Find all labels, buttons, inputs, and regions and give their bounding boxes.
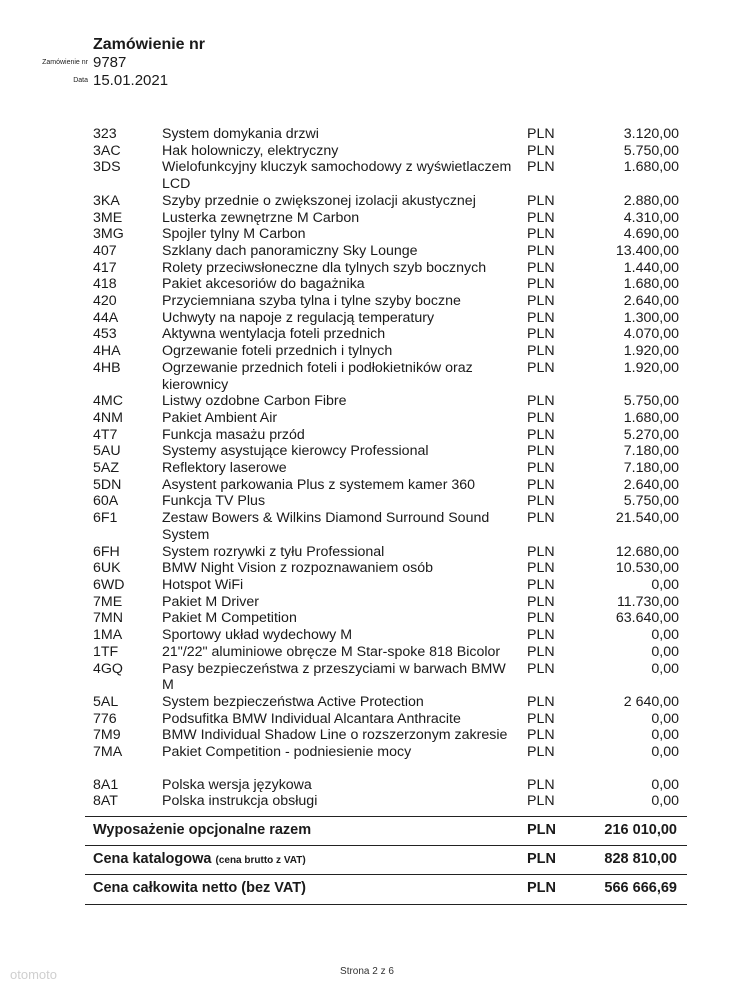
option-price: 5.270,00 [623,426,679,443]
option-code: 5AU [93,443,121,460]
option-currency: PLN [527,643,555,660]
option-description: Hak holowniczy, elektryczny [162,142,339,159]
page-number: Strona 2 z 6 [340,966,394,977]
option-price: 1.300,00 [623,309,679,326]
option-price: 0,00 [651,793,679,810]
option-price: 63.640,00 [615,610,679,627]
option-currency: PLN [527,727,555,744]
option-code: 420 [93,293,117,310]
order-date-label: Data [73,77,88,84]
option-row-4gq [0,661,734,694]
option-row-60a [0,493,734,510]
option-code: 418 [93,276,117,293]
option-row-6f1 [0,510,734,543]
option-description: Polska wersja językowa [162,776,312,793]
option-price: 2.880,00 [623,192,679,209]
option-description: Hotspot WiFi [162,576,244,593]
option-description: System domykania drzwi [162,126,319,142]
option-row-5au [0,443,734,460]
order-date-value: 15.01.2021 [93,72,169,89]
option-description: Ogrzewanie foteli przednich i tylnych [162,343,393,360]
option-description: Wielofunkcyjny kluczyk samochodowy z wyświetlaczem LCD [162,159,512,193]
options-total-value: 216 010,00 [604,822,677,838]
option-price: 1.680,00 [623,409,679,426]
option-currency: PLN [527,493,555,510]
option-code: 4T7 [93,426,118,443]
option-description: Systemy asystujące kierowcy Professional [162,443,429,460]
option-description: Pakiet Competition - podniesienie mocy [162,744,412,761]
option-currency: PLN [527,126,555,142]
option-code: 8AT [93,793,118,810]
option-currency: PLN [527,259,555,276]
option-currency: PLN [527,543,555,560]
catalog-price-label: Cena katalogowa [93,851,212,867]
option-price: 2 640,00 [623,693,679,710]
option-description: Przyciemniana szyba tylna i tylne szyby boczne [162,293,461,310]
option-currency: PLN [527,793,555,810]
catalog-price-row [85,845,687,875]
option-price: 0,00 [651,576,679,593]
option-description: Funkcja masażu przód [162,426,305,443]
option-price: 1.920,00 [623,343,679,360]
option-row-420 [0,293,734,310]
option-row-6uk [0,560,734,577]
option-currency: PLN [527,276,555,293]
option-row-1tf [0,644,734,661]
options-total-row [85,816,687,846]
option-row-4ha [0,343,734,360]
option-currency: PLN [527,443,555,460]
catalog-price-currency: PLN [527,851,556,867]
option-row-3me [0,210,734,227]
options-total-label: Wyposażenie opcjonalne razem [93,822,312,838]
option-price: 2.640,00 [623,293,679,310]
option-code: 4HA [93,343,121,360]
option-currency: PLN [527,242,555,259]
option-row-5dn [0,477,734,494]
option-price: 10.530,00 [615,560,679,577]
option-row-8a1 [0,777,734,794]
option-row-4t7 [0,427,734,444]
option-price: 4.310,00 [623,209,679,226]
option-price: 1.440,00 [623,259,679,276]
option-currency: PLN [527,660,555,677]
order-title: Zamówienie nr [93,36,206,53]
option-currency: PLN [527,744,555,761]
option-description: Szklany dach panoramiczny Sky Lounge [162,242,418,259]
option-row-1ma [0,627,734,644]
option-row-6fh [0,544,734,561]
option-price: 4.690,00 [623,226,679,243]
option-price: 3.120,00 [623,126,679,142]
option-price: 1.920,00 [623,359,679,376]
option-code: 323 [93,126,117,142]
option-code: 3AC [93,142,121,159]
catalog-price-note: (cena brutto z VAT) [215,855,306,866]
option-description: BMW Night Vision z rozpoznawaniem osób [162,560,433,577]
option-currency: PLN [527,209,555,226]
option-description: Asystent parkowania Plus z systemem kamer 360 [162,476,476,493]
option-description: Pakiet Ambient Air [162,409,278,426]
option-price: 12.680,00 [615,543,679,560]
option-code: 7MA [93,744,123,761]
option-code: 453 [93,326,117,343]
option-code: 6WD [93,576,125,593]
option-code: 776 [93,710,117,727]
option-description: Rolety przeciwsłoneczne dla tylnych szyb bocznych [162,259,487,276]
option-code: 3MG [93,226,124,243]
option-row-5al [0,694,734,711]
option-price: 1.680,00 [623,159,679,176]
option-currency: PLN [527,142,555,159]
option-currency: PLN [527,409,555,426]
option-description: System bezpieczeństwa Active Protection [162,693,424,710]
group-spacer [0,761,734,777]
option-currency: PLN [527,326,555,343]
option-currency: PLN [527,560,555,577]
option-currency: PLN [527,359,555,376]
option-price: 7.180,00 [623,443,679,460]
option-description: Pakiet M Competition [162,610,297,627]
option-code: 5DN [93,476,122,493]
option-code: 417 [93,259,117,276]
option-currency: PLN [527,393,555,410]
option-row-3mg [0,226,734,243]
option-row-44a [0,310,734,327]
option-description: Uchwyty na napoje z regulacją temperatury [162,309,435,326]
option-code: 4HB [93,359,121,376]
option-row-418 [0,276,734,293]
option-description: 21"/22" aluminiowe obręcze M Star-spoke 818 Bicolor [162,643,501,660]
option-code: 5AL [93,693,119,710]
option-price: 2.640,00 [623,476,679,493]
option-description: Zestaw Bowers & Wilkins Diamond Surround Sound System [162,510,490,543]
option-price: 0,00 [651,727,679,744]
catalog-price-label-group [93,851,306,867]
option-description: Sportowy układ wydechowy M [162,627,353,644]
option-currency: PLN [527,309,555,326]
option-currency: PLN [527,693,555,710]
option-price: 7.180,00 [623,460,679,477]
option-currency: PLN [527,426,555,443]
option-currency: PLN [527,710,555,727]
option-code: 4GQ [93,660,123,677]
option-row-3ka [0,193,734,210]
option-price: 0,00 [651,710,679,727]
option-code: 7M9 [93,727,121,744]
option-price: 5.750,00 [623,142,679,159]
option-code: 44A [93,309,119,326]
option-code: 60A [93,493,119,510]
option-currency: PLN [527,593,555,610]
option-row-3ac [0,143,734,160]
option-description: Polska instrukcja obsługi [162,793,318,810]
option-row-417 [0,260,734,277]
option-row-8at [0,793,734,810]
option-code: 1MA [93,627,123,644]
net-price-label: Cena całkowita netto (bez VAT) [93,880,306,896]
option-currency: PLN [527,627,555,644]
order-number-value: 9787 [93,54,127,71]
option-currency: PLN [527,343,555,360]
option-description: Aktywna wentylacja foteli przednich [162,326,386,343]
option-currency: PLN [527,159,555,176]
option-row-4hb [0,360,734,393]
option-code: 4NM [93,409,123,426]
option-row-5az [0,460,734,477]
option-price: 21.540,00 [615,510,679,527]
option-row-6wd [0,577,734,594]
option-row-7mn [0,610,734,627]
option-description: Listwy ozdobne Carbon Fibre [162,393,347,410]
order-date-row [0,72,734,89]
option-price: 0,00 [651,776,679,793]
option-description: Szyby przednie o zwiększonej izolacji akustycznej [162,192,476,209]
option-description: Podsufitka BMW Individual Alcantara Anthracite [162,710,461,727]
option-row-453 [0,326,734,343]
option-code: 6F1 [93,510,118,527]
option-row-7me [0,594,734,611]
option-code: 4MC [93,393,123,410]
options-total-currency: PLN [527,822,556,838]
option-code: 3ME [93,209,123,226]
option-code: 6UK [93,560,121,577]
option-description: Pasy bezpieczeństwa z przeszyciami w barwach BMW M [162,660,506,694]
order-number-label: Zamówienie nr [42,59,88,66]
option-row-407 [0,243,734,260]
option-currency: PLN [527,226,555,243]
option-currency: PLN [527,510,555,527]
option-price: 4.070,00 [623,326,679,343]
option-description: Ogrzewanie przednich foteli i podłokietników oraz kierownicy [162,359,473,393]
option-code: 7MN [93,610,123,627]
option-row-4mc [0,393,734,410]
divider-bottom [85,904,687,905]
option-price: 0,00 [651,744,679,761]
option-description: System rozrywki z tyłu Professional [162,543,385,560]
net-price-row [85,874,687,904]
option-currency: PLN [527,476,555,493]
option-price: 5.750,00 [623,493,679,510]
net-price-value: 566 666,69 [604,880,677,896]
option-description: Funkcja TV Plus [162,493,266,510]
option-currency: PLN [527,610,555,627]
option-row-776 [0,711,734,728]
option-row-7m9 [0,727,734,744]
option-description: BMW Individual Shadow Line o rozszerzonym zakresie [162,727,508,744]
option-description: Reflektory laserowe [162,460,287,477]
option-row-4nm [0,410,734,427]
option-price: 1.680,00 [623,276,679,293]
divider-mid1 [85,845,687,846]
watermark-logo: otomoto [10,967,57,982]
option-currency: PLN [527,460,555,477]
option-code: 6FH [93,543,120,560]
option-description: Pakiet M Driver [162,593,259,610]
option-price: 5.750,00 [623,393,679,410]
option-code: 7ME [93,593,123,610]
option-description: Pakiet akcesoriów do bagażnika [162,276,365,293]
option-currency: PLN [527,192,555,209]
option-row-3ds [0,159,734,192]
option-price: 11.730,00 [616,593,679,610]
net-price-currency: PLN [527,880,556,896]
option-code: 1TF [93,643,119,660]
option-code: 5AZ [93,460,120,477]
option-price: 0,00 [651,643,679,660]
option-price: 0,00 [651,660,679,677]
option-code: 3DS [93,159,121,176]
option-currency: PLN [527,776,555,793]
option-price: 0,00 [651,627,679,644]
divider-mid2 [85,874,687,875]
option-row-7ma [0,744,734,761]
option-code: 8A1 [93,776,119,793]
option-row-323 [0,126,734,143]
option-description: Spojler tylny M Carbon [162,226,306,243]
order-number-row [0,54,734,71]
option-price: 13.400,00 [615,242,679,259]
option-description: Lusterka zewnętrzne M Carbon [162,209,360,226]
option-code: 407 [93,242,117,259]
catalog-price-value: 828 810,00 [604,851,677,867]
option-code: 3KA [93,192,120,209]
option-currency: PLN [527,576,555,593]
option-currency: PLN [527,293,555,310]
options-list [0,126,734,810]
